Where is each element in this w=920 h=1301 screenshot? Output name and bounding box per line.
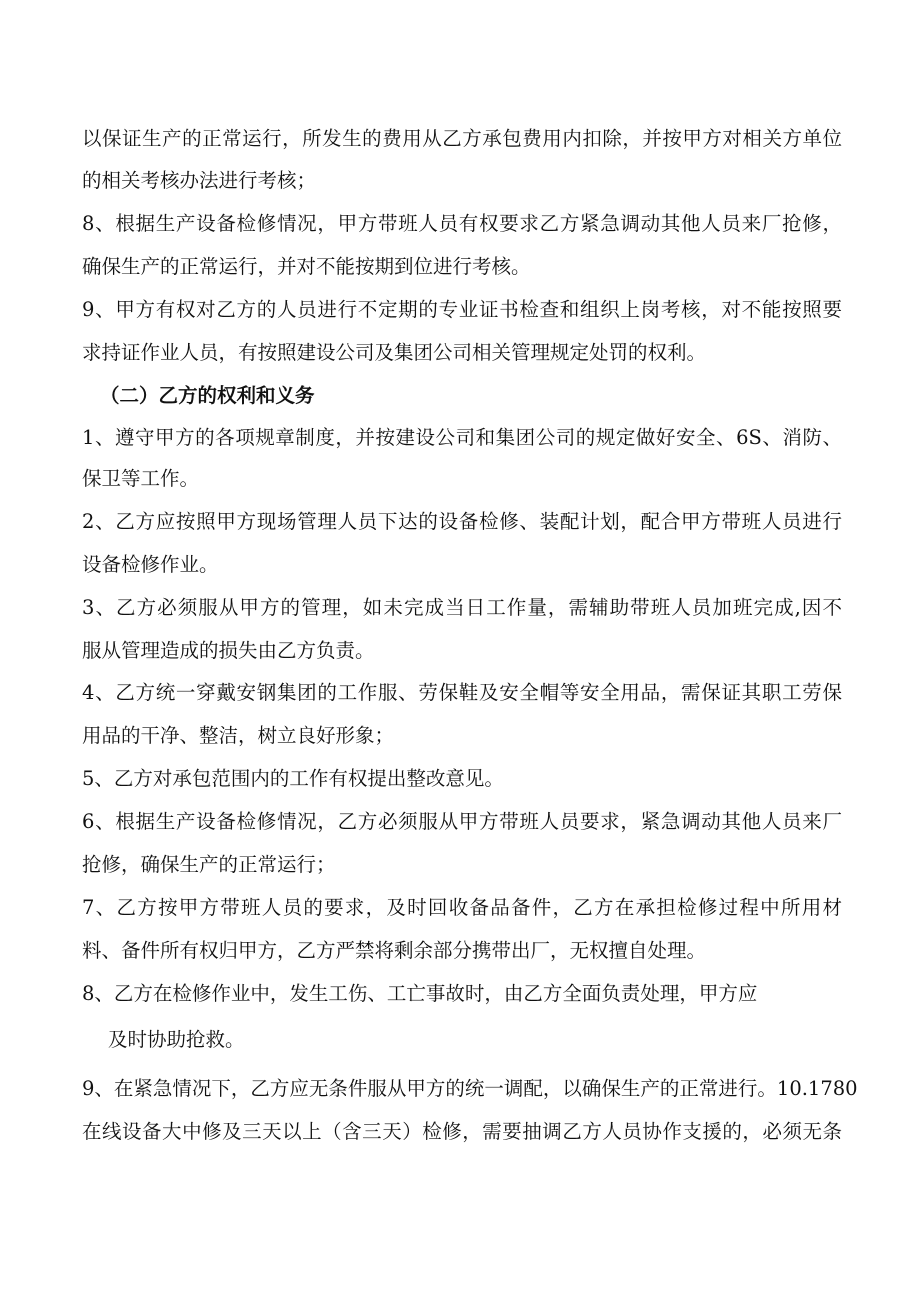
- paragraph-line: 确保生产的正常运行，并对不能按期到位进行考核。: [82, 255, 531, 278]
- paragraph-line: 用品的干净、整洁，树立良好形象；: [82, 724, 395, 747]
- paragraph-line: 8、根据生产设备检修情况，甲方带班人员有权要求乙方紧急调动其他人员来厂抢修，: [82, 212, 842, 235]
- paragraph-line: 6、根据生产设备检修情况，乙方必须服从甲方带班人员要求，紧急调动其他人员来厂: [82, 810, 842, 833]
- paragraph-line: 3、乙方必须服从甲方的管理，如未完成当日工作量，需辅助带班人员加班完成,因不: [82, 596, 842, 619]
- paragraph-line: 4、乙方统一穿戴安钢集团的工作服、劳保鞋及安全帽等安全用品，需保证其职工劳保: [82, 681, 842, 704]
- paragraph-line: 抢修，确保生产的正常运行；: [82, 853, 336, 876]
- paragraph-line: 8、乙方在检修作业中，发生工伤、工亡事故时，由乙方全面负责处理，甲方应: [82, 982, 758, 1005]
- paragraph-line: 9、在紧急情况下，乙方应无条件服从甲方的统一调配，以确保生产的正常进行。10.1780: [82, 1077, 858, 1100]
- paragraph-line: 9、甲方有权对乙方的人员进行不定期的专业证书检查和组织上岗考核，对不能按照要: [82, 298, 842, 321]
- paragraph-line: 1、遵守甲方的各项规章制度，并按建设公司和集团公司的规定做好安全、6S、消防、: [82, 426, 842, 449]
- paragraph-line: 在线设备大中修及三天以上（含三天）检修，需要抽调乙方人员协作支援的，必须无条: [82, 1120, 842, 1143]
- paragraph-line: 2、乙方应按照甲方现场管理人员下达的设备检修、装配计划，配合甲方带班人员进行: [82, 510, 842, 533]
- paragraph-line: 设备检修作业。: [82, 553, 219, 576]
- paragraph-line: 以保证生产的正常运行，所发生的费用从乙方承包费用内扣除，并按甲方对相关方单位: [82, 127, 842, 150]
- paragraph-line: 的相关考核办法进行考核；: [82, 169, 317, 192]
- paragraph-line: 保卫等工作。: [82, 467, 200, 490]
- paragraph-line: 服从管理造成的损失由乙方负责。: [82, 639, 375, 662]
- section-heading: （二）乙方的权利和义务: [100, 384, 315, 407]
- paragraph-line: 5、乙方对承包范围内的工作有权提出整改意见。: [82, 767, 504, 790]
- paragraph-line: 料、备件所有权归甲方，乙方严禁将剩余部分携带出厂，无权擅自处理。: [82, 939, 707, 962]
- paragraph-line: 求持证作业人员，有按照建设公司及集团公司相关管理规定处罚的权利。: [82, 341, 707, 364]
- paragraph-line: 7、乙方按甲方带班人员的要求，及时回收备品备件，乙方在承担检修过程中所用材: [82, 896, 842, 919]
- paragraph-line: 及时协助抢救。: [108, 1028, 245, 1051]
